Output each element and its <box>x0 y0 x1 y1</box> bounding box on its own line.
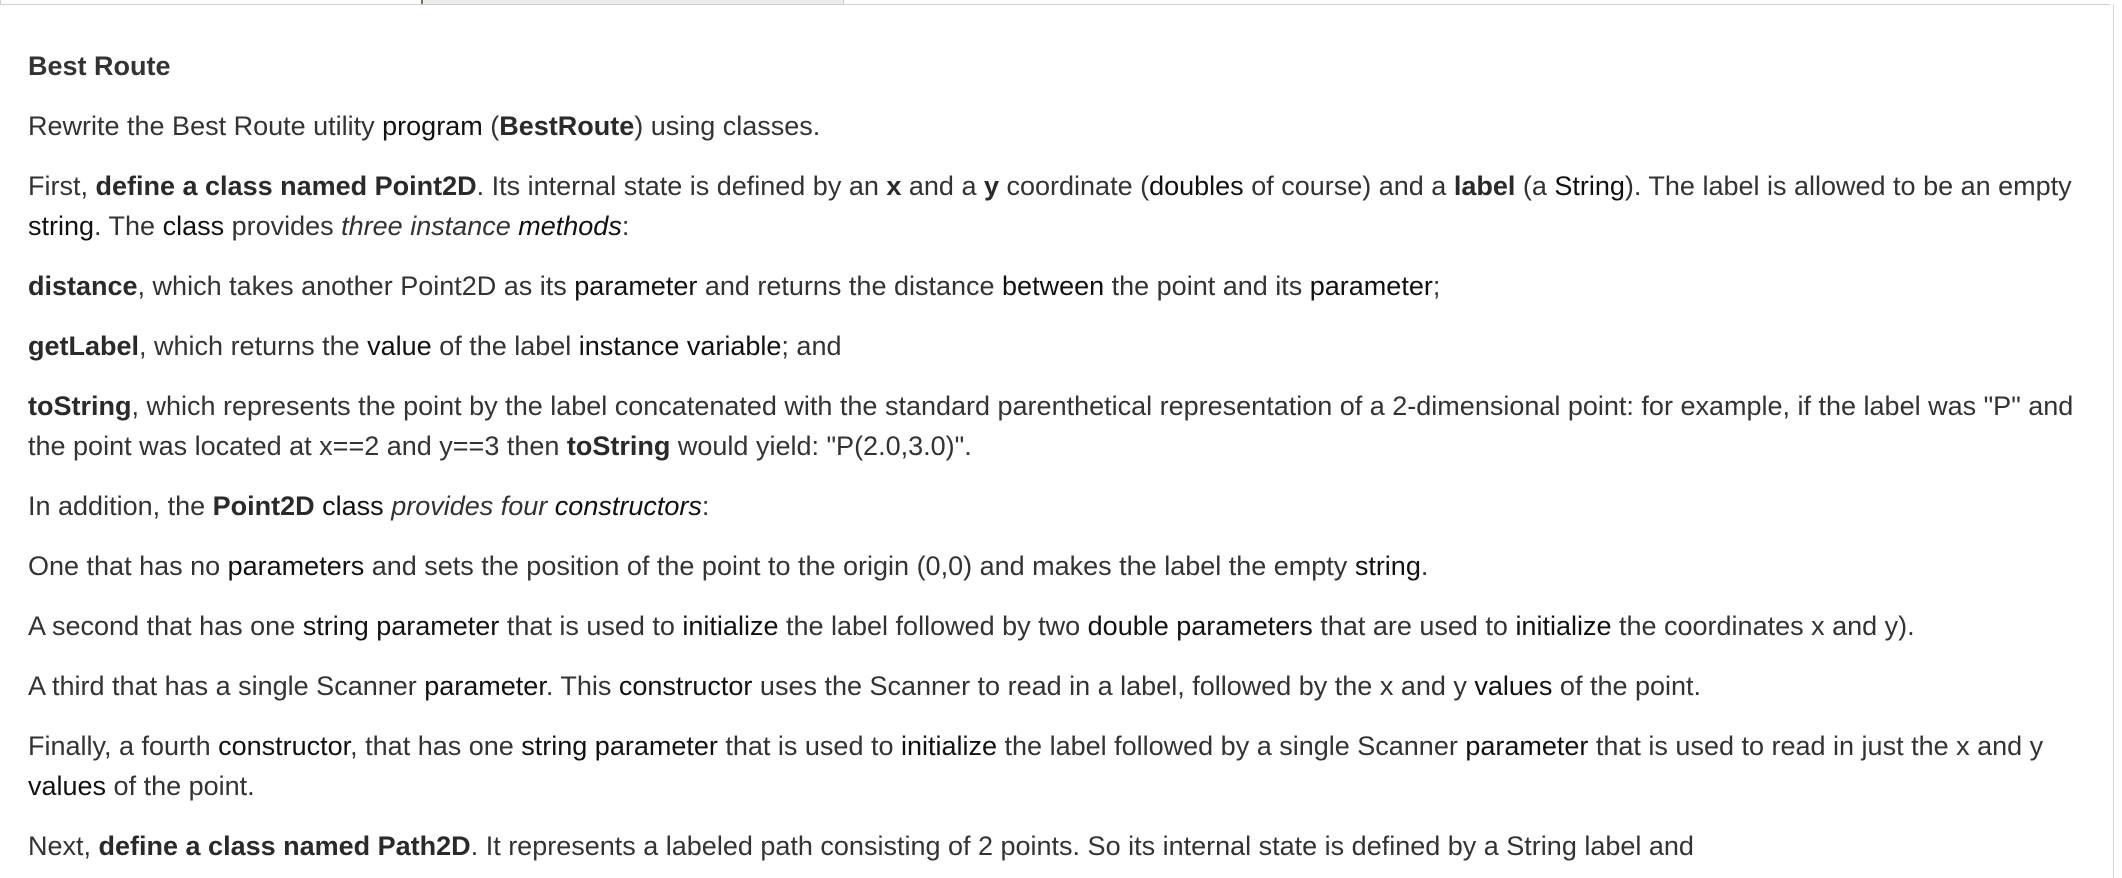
term: instance variable <box>578 331 782 361</box>
bold-text: y <box>983 171 999 201</box>
italic-term: constructors <box>554 491 702 521</box>
text: and returns the distance <box>697 271 1003 301</box>
paragraph-point2d <box>28 166 2088 246</box>
term: string <box>1354 551 1421 581</box>
tab-active[interactable] <box>0 0 423 4</box>
text: ( <box>482 111 500 141</box>
italic-text: three instance <box>341 211 519 241</box>
text: of course) and a <box>1243 171 1454 201</box>
text: would yield: "P(2.0,3.0)". <box>670 431 972 461</box>
paragraph-path2d <box>28 826 2088 866</box>
term: string <box>28 211 95 241</box>
term: string parameter <box>302 611 500 641</box>
text: ; and <box>781 331 842 361</box>
bold-text: toString <box>566 431 671 461</box>
bold-text: x <box>886 171 902 201</box>
text: , that has one <box>350 731 522 761</box>
paragraph-constructor-2 <box>28 606 2088 646</box>
text: and sets the position of the point to the origin (0,0) and makes the label the empty <box>364 551 1355 581</box>
paragraph-constructors <box>28 486 2088 526</box>
term: parameter <box>1465 731 1589 761</box>
bold-text: BestRoute <box>499 111 635 141</box>
text: , which returns the <box>139 331 368 361</box>
text: Finally, a fourth <box>28 731 219 761</box>
paragraph-distance <box>28 266 2088 306</box>
text: ) using classes. <box>634 111 821 141</box>
text: , which takes another Point2D as its <box>137 271 575 301</box>
text: Next, <box>28 831 99 861</box>
bold-text: label <box>1453 171 1516 201</box>
text: . The <box>94 211 163 241</box>
bold-text: define a class named Point2D <box>95 171 477 201</box>
text: of the label <box>431 331 579 361</box>
italic-text: provides four <box>391 491 555 521</box>
bold-text: toString <box>28 391 132 421</box>
text: that is used to <box>499 611 683 641</box>
term: string parameter <box>521 731 718 761</box>
text: the coordinates x and y). <box>1611 611 1915 641</box>
text: uses the Scanner to read in a label, followed by the x and y <box>752 671 1475 701</box>
text: the label followed by a single Scanner <box>997 731 1466 761</box>
term: parameter <box>424 671 546 701</box>
paragraph-constructor-4 <box>28 726 2088 806</box>
text: provides <box>224 211 342 241</box>
term: parameter <box>1309 271 1433 301</box>
term: double parameters <box>1087 611 1313 641</box>
term: initialize <box>682 611 779 641</box>
text: ; <box>1432 271 1441 301</box>
text: First, <box>28 171 96 201</box>
tab-inactive[interactable] <box>423 0 844 4</box>
paragraph-intro <box>28 106 2088 146</box>
term: between <box>1002 271 1105 301</box>
text: the label followed by two <box>778 611 1088 641</box>
text: A third that has a single Scanner <box>28 671 425 701</box>
term: parameters <box>227 551 365 581</box>
term: class <box>322 491 384 521</box>
text: . <box>1420 551 1429 581</box>
text: that is used to read in just the x and y <box>1588 731 2044 761</box>
term: program <box>382 111 483 141</box>
page-title: Best Route <box>28 51 171 81</box>
paragraph-getlabel <box>28 326 2088 366</box>
text: . It represents a labeled path consisting of 2 points. So its internal state is defined by a String label and <box>470 831 1694 861</box>
text: A second that has one <box>28 611 303 641</box>
text: of the point. <box>1552 671 1702 701</box>
text: . This <box>545 671 619 701</box>
term: doubles <box>1149 171 1244 201</box>
problem-description <box>28 46 2088 878</box>
text: : <box>621 211 630 241</box>
term: constructor <box>618 671 753 701</box>
paragraph-constructor-1 <box>28 546 2088 586</box>
text: that is used to <box>717 731 901 761</box>
text: (a <box>1515 171 1555 201</box>
content-right-border <box>2113 4 2114 878</box>
term: values <box>28 771 107 801</box>
term: value <box>367 331 432 361</box>
term: parameter <box>574 271 698 301</box>
tab-strip <box>0 0 2122 6</box>
term: class <box>162 211 225 241</box>
term: constructor <box>218 731 351 761</box>
term: initialize <box>900 731 998 761</box>
text: : <box>701 491 710 521</box>
text: the point and its <box>1104 271 1310 301</box>
text: and a <box>901 171 984 201</box>
text: Rewrite the Best Route utility <box>28 111 383 141</box>
bold-text: Point2D <box>212 491 315 521</box>
tab-strip-border <box>0 4 2110 5</box>
text: coordinate ( <box>999 171 1150 201</box>
bold-text: distance <box>28 271 138 301</box>
text: that are used to <box>1312 611 1516 641</box>
bold-text: getLabel <box>28 331 140 361</box>
text: . Its internal state is defined by an <box>476 171 887 201</box>
text: ). The label is allowed to be an empty <box>1624 171 2072 201</box>
text: , which represents the point by the label concatenated with the standard parenthetical representation of a 2-dimensional point: for example, if the label was "P" and the point was located at x==2 and y==3 then <box>28 391 2074 461</box>
text: In addition, the <box>28 491 213 521</box>
bold-text: define a class named Path2D <box>98 831 471 861</box>
term: String <box>1554 171 1625 201</box>
term: initialize <box>1515 611 1612 641</box>
text: of the point. <box>106 771 255 801</box>
text: One that has no <box>28 551 228 581</box>
italic-term: methods <box>518 211 622 241</box>
paragraph-constructor-3 <box>28 666 2088 706</box>
term: values <box>1474 671 1553 701</box>
paragraph-tostring <box>28 386 2088 466</box>
